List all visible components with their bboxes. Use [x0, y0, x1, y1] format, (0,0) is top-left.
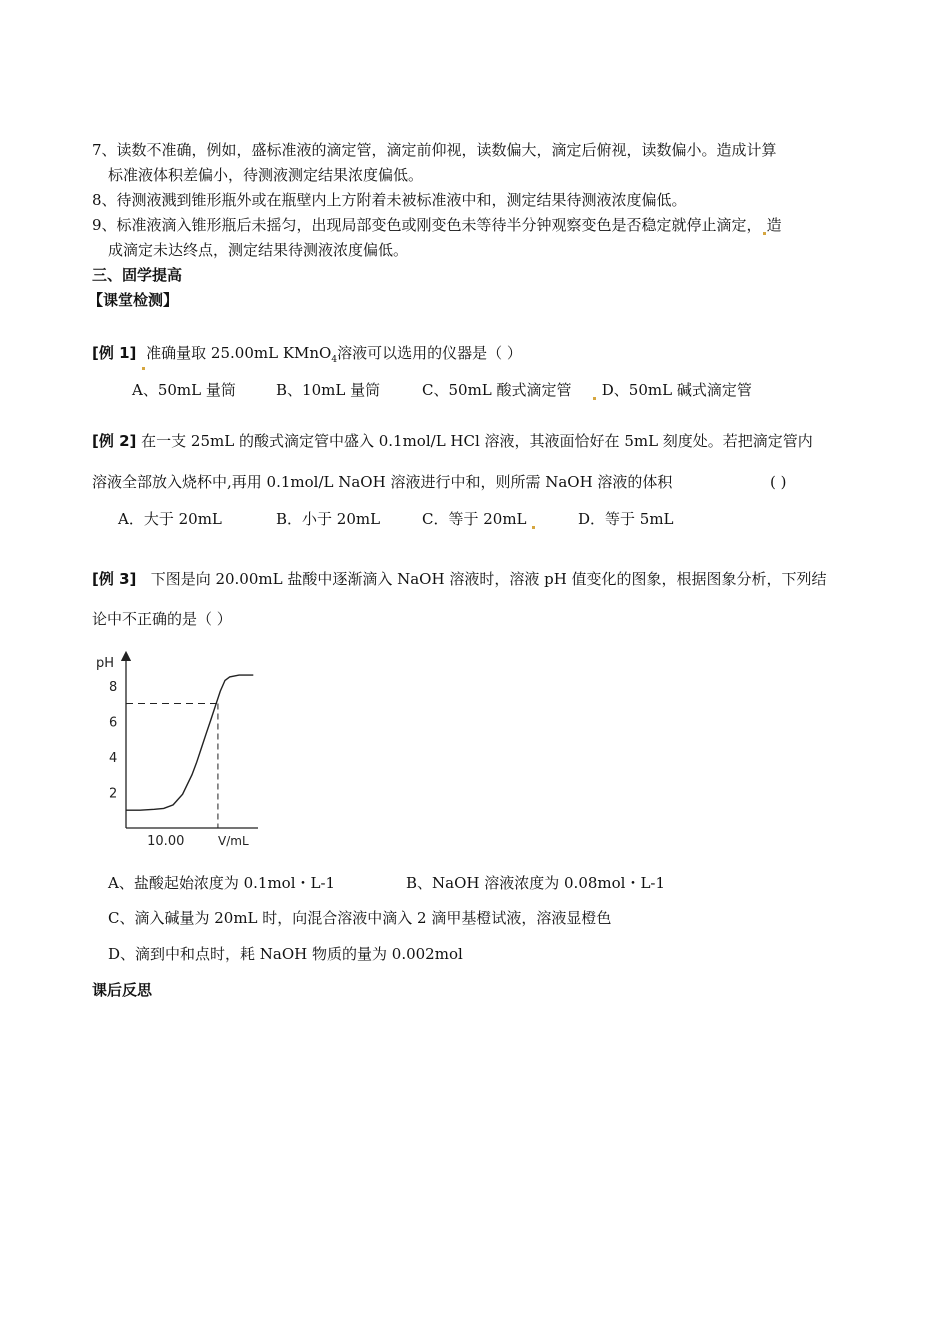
- note-7-line2: 标准液体积差偏小，待测液测定结果浓度偏低。: [108, 166, 424, 184]
- example-1-option-a[interactable]: A、50mL 量筒: [132, 381, 236, 399]
- example-2-text-1: 在一支 25mL 的酸式滴定管中盛入 0.1mol/L HCl 溶液，其液面恰好在 5mL 刻度处。若把滴定管内: [141, 432, 813, 450]
- mark-dot: [593, 397, 596, 400]
- example-1-option-d-text: D、50mL 碱式滴定管: [601, 381, 752, 399]
- example-1-text-b: 溶液可以选用的仪器是（ ）: [337, 344, 522, 362]
- example-3-text-1: 下图是向 20.00mL 盐酸中逐渐滴入 NaOH 溶液时，溶液 pH 值变化的图象，根据图象分析，下列结: [150, 570, 827, 588]
- example-2-option-c-text: C．等于 20mL: [422, 510, 527, 528]
- example-1-subscript: 4: [331, 355, 338, 365]
- note-9-end: 造: [766, 216, 782, 234]
- section-title: 三、固学提高: [92, 266, 183, 284]
- y-tick-label: 8: [109, 679, 118, 695]
- example-1-text-a: 准确量取 25.00mL KMnO: [146, 344, 332, 362]
- example-2-label: [例 2]: [92, 432, 137, 450]
- example-1-option-b[interactable]: B、10mL 量筒: [276, 381, 381, 399]
- example-3-option-b[interactable]: B、NaOH 溶液浓度为 0.08mol・L-1: [406, 874, 666, 892]
- example-3-option-c[interactable]: C、滴入碱量为 20mL 时，向混合溶液中滴入 2 滴甲基橙试液，溶液显橙色: [108, 909, 612, 927]
- note-9-line1: [92, 215, 782, 235]
- tick-labels: [109, 680, 184, 849]
- example-2-stem-line1: [92, 431, 813, 451]
- x-tick-label: 10.00: [147, 834, 185, 849]
- example-2-stem-line2: 溶液全部放入烧杯中,再用 0.1mol/L NaOH 溶液进行中和，则所需 NaOH 溶液的体积: [92, 473, 673, 491]
- example-2-option-a[interactable]: A．大于 20mL: [118, 510, 222, 528]
- example-2-answer-blank: ( ): [770, 473, 787, 491]
- example-3-stem-line1: [92, 569, 827, 589]
- after-class-reflection: 课后反思: [92, 981, 153, 999]
- mark-dot: [142, 367, 145, 370]
- example-1-option-d[interactable]: [592, 380, 752, 400]
- y-tick-label: 4: [109, 750, 118, 766]
- mark-dot: [763, 232, 766, 235]
- example-1-label: [例 1]: [92, 344, 137, 362]
- example-3-stem-line2: 论中不正确的是（ ）: [92, 610, 232, 628]
- example-1-stem: [92, 343, 522, 370]
- example-1-option-c[interactable]: C、50mL 酸式滴定管: [422, 381, 572, 399]
- example-3-option-d[interactable]: D、滴到中和点时，耗 NaOH 物质的量为 0.002mol: [108, 945, 463, 963]
- section-subtitle: 【课堂检测】: [88, 291, 179, 309]
- ph-titration-chart: [90, 648, 270, 853]
- y-tick-label: 6: [109, 715, 118, 731]
- y-tick-label: 2: [109, 786, 118, 802]
- example-3-label: [例 3]: [92, 570, 137, 588]
- example-3-option-a[interactable]: A、盐酸起始浓度为 0.1mol・L-1: [108, 874, 336, 892]
- ph-curve-line: [126, 675, 253, 810]
- note-8: 8、待测液溅到锥形瓶外或在瓶壁内上方附着未被标准液中和，测定结果待测液浓度偏低。: [92, 191, 687, 209]
- example-2-option-d[interactable]: D．等于 5mL: [578, 510, 674, 528]
- x-axis-label: V/mL: [218, 834, 249, 848]
- example-2-option-c[interactable]: [422, 509, 536, 529]
- y-axis-label: pH: [96, 656, 115, 671]
- example-2-option-b[interactable]: B．小于 20mL: [276, 510, 381, 528]
- note-9-text: 9、标准液滴入锥形瓶后未摇匀，出现局部变色或刚变色未等待半分钟观察变色是否稳定就停止滴定，: [92, 216, 762, 234]
- note-7-line1: 7、读数不准确，例如，盛标准液的滴定管，滴定前仰视，读数偏大，滴定后俯视，读数偏小。造成计算: [92, 141, 777, 159]
- mark-dot: [532, 526, 535, 529]
- note-9-line2: 成滴定未达终点，测定结果待测液浓度偏低。: [108, 241, 409, 259]
